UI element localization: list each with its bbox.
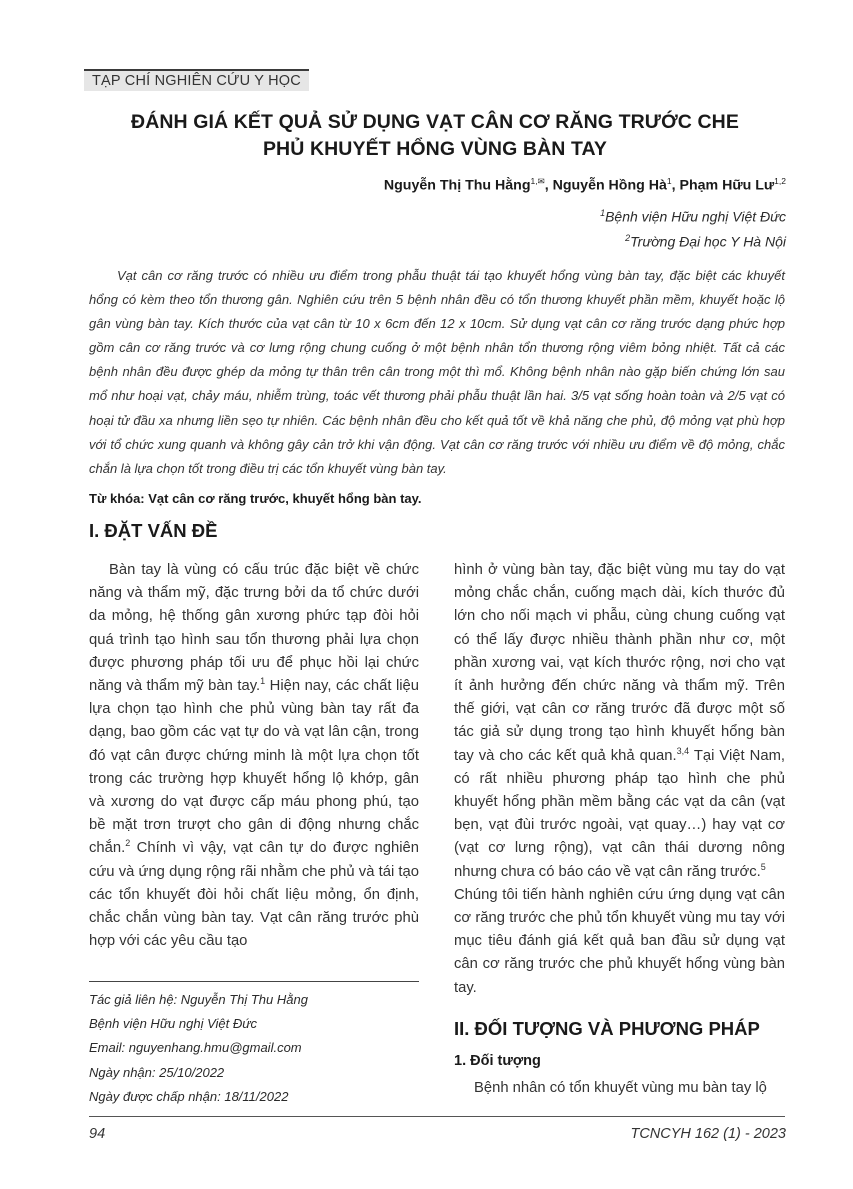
paragraph: Chúng tôi tiến hành nghiên cứu ứng dụng vạt cân cơ răng trước che phủ tổn khuyết vùng mu tay với mục tiêu đánh giá kết quả ban đầu sử dụng vạt cân cơ răng trước che phủ khuyết hổng vùng bàn tay. — [454, 886, 785, 996]
abstract: Vạt cân cơ răng trước có nhiều ưu điểm trong phẫu thuật tái tạo khuyết hổng vùng bàn tay, đặc biệt các khuyết hổng có kèm theo tổn thương gân. Nghiên cứu trên 5 bệnh nhân đều có tổn thương khuyết phần mềm, khuyết hoặc lộ gân vùng bàn tay. Kích thước của vạt cân từ 10 x 6cm đến 12 x 10cm. Sử dụng vạt cân cơ răng trước dạng phức hợp gồm cân cơ răng trước và cơ lưng rộng chung cuống ở một bệnh nhân tổn thương rộng viêm bỏng nhiệt. Tất cả các bệnh nhân đều được ghép da mỏng tự thân trên cân trong một thì mổ. Không bệnh nhân nào gặp biến chứng lớn sau mổ như hoại vạt, chảy máu, nhiễm trùng, toác vết thương phải phẫu thuật lần hai. 3/5 vạt sống hoàn toàn và 2/5 vạt có hoại tử đầu xa nhưng liền sẹo tự nhiên. Các bệnh nhân đều cho kết quả tốt về khả năng che phủ, độ mỏng vạt phù hợp với tổ chức xung quanh và không gây cản trở khi vận động. Vạt cân cơ răng trước với nhiều ưu điểm về độ mỏng, chắc chắn là lựa chọn tốt trong điều trị các tổn khuyết vùng bàn tay. — [89, 268, 785, 476]
title-line-1: ĐÁNH GIÁ KẾT QUẢ SỬ DỤNG VẠT CÂN CƠ RĂNG TRƯỚC CHE — [131, 111, 739, 133]
author-affiliation-mark: 1 — [666, 176, 672, 186]
section-heading-introduction: I. ĐẶT VẤN ĐỀ — [89, 520, 218, 541]
title-line-2: PHỦ KHUYẾT HỔNG VÙNG BÀN TAY — [262, 138, 608, 160]
citation: 5 — [760, 861, 766, 872]
footnote-institution: Bệnh viện Hữu nghị Việt Đức — [89, 1016, 257, 1032]
footnote-received: Ngày nhận: 25/10/2022 — [89, 1064, 225, 1080]
author-affiliation-mark: 1,2 — [774, 176, 786, 186]
journal-name: TẠP CHÍ NGHIÊN CỨU Y HỌC — [84, 69, 309, 91]
footer-rule — [89, 1116, 785, 1117]
citation: 3,4 — [676, 745, 690, 756]
author-list: Nguyễn Thị Thu Hằng$^{1,✉}$, Nguyễn Hồng $Hà^1$, Phạm Hữu Lư$^{1,2}$ — [383, 176, 786, 194]
journal-issue: TCNCYH 162 (1) - 2023 — [630, 1126, 786, 1142]
citation: 1 — [260, 676, 266, 687]
body-column-right — [454, 559, 785, 1000]
author-name: Nguyễn Hồng Hà — [552, 177, 667, 194]
author-name: Nguyễn Thị Thu Hằng — [383, 177, 531, 194]
journal-header — [84, 69, 786, 89]
keywords: Từ khóa: Vạt cân cơ răng trước, khuyết hổng bàn tay. — [89, 491, 422, 506]
subsection-heading-subjects: 1. Đối tượng — [454, 1053, 541, 1069]
footnote-divider — [89, 981, 419, 982]
methods-text: Bệnh nhân có tổn khuyết vùng mu bàn tay lộ — [474, 1080, 767, 1096]
footnotes — [89, 988, 419, 1109]
paragraph: Bàn tay là vùng có cấu trúc đặc biệt về chức năng và thẩm mỹ, đặc trưng bởi da tổ chức dưới da mỏng, hệ thống gân xương phức tạp đòi hỏi quá trình tạo hình sau tổn thương phải lựa chọn được phương pháp tối ưu để phục hồi lại chức năng và thẩm mỹ bàn tay.$^1$ Hiện nay, các chất liệu lựa chọn tạo hình che phủ vùng bàn tay rất đa dạng, bao gồm các vạt tự do và vạt lân cận, trong đó vạt cân được chứng minh là một lựa chọn tốt trong các trường hợp khuyết hổng lộ khớp, gân và xương do vạt được cấp máu phong phú, tạo bề mặt trơn trượt cho gân di động nhưng chắc chắn.$^2$ Chính vì vậy, vạt cân tự do được nghiên cứu và ứng dụng rộng rãi nhằm che phủ và tái tạo các tổn khuyết đòi hỏi chất liệu mỏng, ổn định, chắc chắn vùng bàn tay. Vạt cân răng trước phù hợp với các yêu cầu tạo — [89, 562, 419, 950]
affiliation-2: $^2$Trường Đại học Y Hà Nội — [625, 233, 786, 250]
affiliation-1: $^1$Bệnh viện Hữu nghị Việt Đức — [600, 208, 786, 225]
footnote-contact: Tác giả liên hệ: Nguyễn Thị Thu Hằng — [89, 992, 308, 1007]
page-number: 94 — [89, 1126, 106, 1142]
author-affiliation-mark: 1,✉ — [530, 176, 545, 186]
author-name: Phạm Hữu Lư — [679, 177, 775, 194]
footnote-email: Email: nguyenhang.hmu@gmail.com — [89, 1040, 302, 1056]
article-title — [84, 109, 786, 163]
body-column-left — [89, 559, 419, 953]
footnote-accepted: Ngày được chấp nhận: 18/11/2022 — [89, 1088, 289, 1104]
citation: 2 — [125, 838, 131, 849]
section-heading-methods: II. ĐỐI TƯỢNG VÀ PHƯƠNG PHÁP — [454, 1018, 760, 1039]
paragraph: hình ở vùng bàn tay, đặc biệt vùng mu tay do vạt mỏng chắc chắn, cuống mạch dài, kích thước đủ lớn cho nối mạch vi phẫu, cùng chung cuống vạt có thể lấy được nhiều thành phần như cơ, một phần xương vai, vạt kích thước rộng, nơi cho vạt ít ảnh hưởng đến chức năng và thẩm mỹ. Trên thế giới, vạt cân cơ răng trước đã được một số tác giả sử dụng trong tạo hình khuyết hổng bàn tay và cho các kết quả khả quan.$^{3,4}$ Tại Việt Nam, có rất nhiều phương pháp tạo hình che phủ khuyết hổng phần mềm bằng các vạt da cân (vạt bẹn, vạt đùi trước ngoài, vạt quay…) hay vạt cơ (vạt cơ lưng rộng), vạt cân thái dương nông nhưng chưa có báo cáo về vạt cân răng trước.$^5$ — [454, 562, 786, 880]
